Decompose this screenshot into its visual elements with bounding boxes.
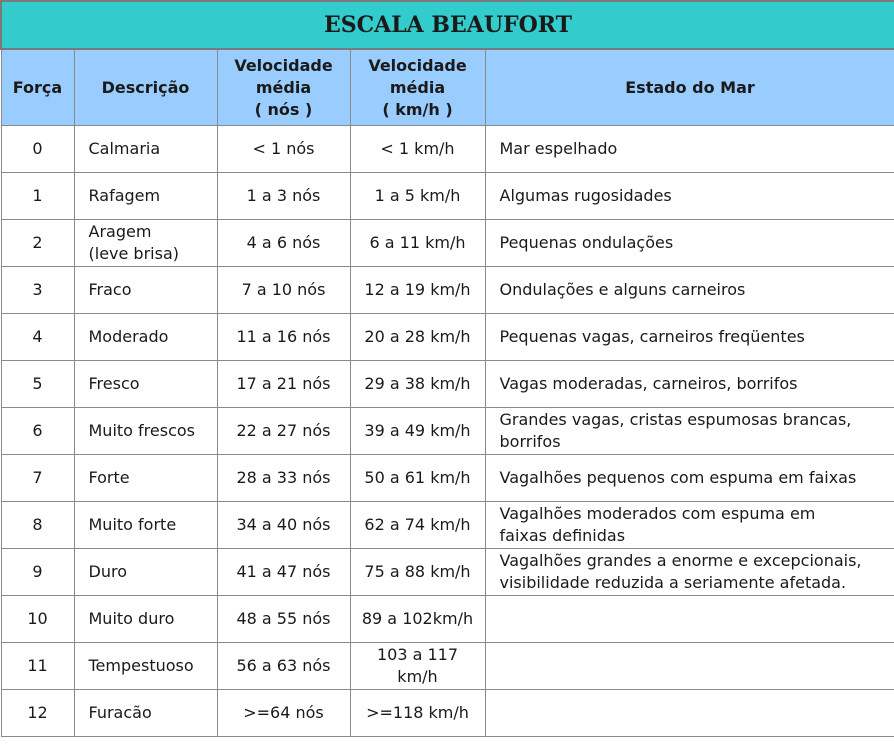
cell-velocidade-kmh (350, 126, 485, 173)
header-velocidade-kmh-line: ( km/h ) (382, 99, 453, 119)
cell-forca: 11 (1, 643, 74, 690)
cell-velocidade-nos: 4 a 6 nós (217, 220, 350, 267)
cell-velocidade-nos: >=64 nós (217, 690, 350, 737)
header-descricao: Descrição (74, 49, 217, 126)
cell-forca: 3 (1, 267, 74, 314)
cell-descricao-line: Fresco (88, 374, 140, 393)
cell-estado-do-mar-line: Mar espelhado (499, 139, 618, 158)
cell-velocidade-nos: 22 a 27 nós (217, 408, 350, 455)
cell-estado-do-mar (485, 173, 894, 220)
cell-forca: 10 (1, 596, 74, 643)
header-estado-do-mar: Estado do Mar (485, 49, 894, 126)
cell-descricao-line: Tempestuoso (88, 656, 194, 675)
table-row (1, 361, 894, 408)
cell-estado-do-mar-line: Pequenas ondulações (499, 233, 674, 252)
cell-velocidade-kmh (350, 502, 485, 549)
cell-descricao (74, 267, 217, 314)
cell-forca: 7 (1, 455, 74, 502)
cell-velocidade-nos: 48 a 55 nós (217, 596, 350, 643)
cell-descricao-line: Calmaria (88, 139, 161, 158)
cell-descricao-line: Muito forte (88, 515, 177, 534)
cell-estado-do-mar (485, 690, 894, 737)
cell-velocidade-kmh-line: 89 a 102km/h (361, 609, 474, 628)
table-row (1, 455, 894, 502)
cell-velocidade-nos: < 1 nós (217, 126, 350, 173)
cell-velocidade-kmh (350, 455, 485, 502)
table-row (1, 220, 894, 267)
cell-descricao-line: Rafagem (88, 186, 161, 205)
cell-velocidade-nos: 17 a 21 nós (217, 361, 350, 408)
cell-descricao (74, 502, 217, 549)
cell-velocidade-kmh-line: < 1 km/h (380, 139, 455, 158)
cell-velocidade-kmh (350, 220, 485, 267)
cell-descricao (74, 690, 217, 737)
cell-descricao (74, 455, 217, 502)
cell-estado-do-mar-line: Vagalhões grandes a enorme e excepcionais, (499, 551, 862, 570)
cell-estado-do-mar (485, 596, 894, 643)
header-velocidade-nos-line: Velocidade (234, 55, 333, 75)
cell-velocidade-nos: 11 a 16 nós (217, 314, 350, 361)
cell-velocidade-kmh-line: 62 a 74 km/h (364, 515, 471, 534)
cell-estado-do-mar (485, 549, 894, 596)
cell-forca: 4 (1, 314, 74, 361)
cell-velocidade-nos: 28 a 33 nós (217, 455, 350, 502)
cell-descricao (74, 361, 217, 408)
table-row (1, 643, 894, 690)
cell-estado-do-mar-line: Vagas moderadas, carneiros, borrifos (499, 374, 798, 393)
cell-forca: 5 (1, 361, 74, 408)
cell-velocidade-kmh-line: 50 a 61 km/h (364, 468, 471, 487)
cell-descricao (74, 314, 217, 361)
cell-descricao (74, 549, 217, 596)
cell-velocidade-kmh (350, 408, 485, 455)
header-velocidade-kmh (350, 49, 485, 126)
cell-estado-do-mar-line: Pequenas vagas, carneiros freqüentes (499, 327, 805, 346)
cell-estado-do-mar-line: Ondulações e alguns carneiros (499, 280, 746, 299)
cell-estado-do-mar (485, 455, 894, 502)
cell-forca: 12 (1, 690, 74, 737)
cell-descricao (74, 408, 217, 455)
table-row (1, 549, 894, 596)
cell-estado-do-mar (485, 267, 894, 314)
cell-estado-do-mar (485, 361, 894, 408)
table-row (1, 690, 894, 737)
cell-estado-do-mar (485, 643, 894, 690)
header-velocidade-kmh-line: Velocidade (368, 55, 467, 75)
cell-estado-do-mar-line: faixas definidas (499, 526, 626, 545)
cell-forca: 1 (1, 173, 74, 220)
cell-descricao-line: Forte (88, 468, 130, 487)
cell-descricao-line: Fraco (88, 280, 132, 299)
cell-descricao-line: Furacão (88, 703, 152, 722)
table-row (1, 596, 894, 643)
cell-velocidade-nos: 1 a 3 nós (217, 173, 350, 220)
cell-descricao-line: Aragem (88, 222, 152, 241)
header-velocidade-nos-line: ( nós ) (254, 99, 313, 119)
cell-estado-do-mar-line: Grandes vagas, cristas espumosas brancas, (499, 410, 852, 429)
table-title: ESCALA BEAUFORT (1, 1, 894, 49)
table-row (1, 314, 894, 361)
cell-descricao-line: Muito frescos (88, 421, 195, 440)
cell-estado-do-mar-line: Vagalhões moderados com espuma em (499, 504, 816, 523)
table-row (1, 502, 894, 549)
cell-velocidade-kmh (350, 596, 485, 643)
table-row (1, 408, 894, 455)
cell-descricao-line: (leve brisa) (88, 244, 179, 263)
cell-estado-do-mar (485, 408, 894, 455)
cell-estado-do-mar-line: visibilidade reduzida a seriamente afetada. (499, 573, 847, 592)
cell-velocidade-kmh-line: km/h (397, 667, 438, 686)
cell-forca: 0 (1, 126, 74, 173)
header-forca: Força (1, 49, 74, 126)
cell-velocidade-nos: 7 a 10 nós (217, 267, 350, 314)
cell-velocidade-kmh (350, 267, 485, 314)
cell-velocidade-kmh (350, 361, 485, 408)
cell-velocidade-kmh-line: 103 a 117 (376, 645, 459, 664)
cell-velocidade-kmh-line: 29 a 38 km/h (364, 374, 471, 393)
cell-velocidade-kmh (350, 173, 485, 220)
cell-velocidade-kmh (350, 690, 485, 737)
cell-estado-do-mar (485, 126, 894, 173)
cell-velocidade-kmh-line: 39 a 49 km/h (364, 421, 471, 440)
table-row (1, 126, 894, 173)
cell-estado-do-mar (485, 502, 894, 549)
cell-velocidade-kmh-line: 6 a 11 km/h (369, 233, 466, 252)
cell-estado-do-mar (485, 220, 894, 267)
cell-velocidade-kmh-line: 12 a 19 km/h (364, 280, 471, 299)
cell-descricao-line: Duro (88, 562, 127, 581)
header-velocidade-kmh-line: média (389, 77, 446, 97)
cell-descricao (74, 126, 217, 173)
table-row (1, 267, 894, 314)
table-row (1, 173, 894, 220)
cell-velocidade-kmh (350, 549, 485, 596)
cell-estado-do-mar-line: Algumas rugosidades (499, 186, 672, 205)
cell-descricao (74, 643, 217, 690)
header-velocidade-nos-line: média (255, 77, 312, 97)
cell-velocidade-nos: 56 a 63 nós (217, 643, 350, 690)
cell-velocidade-kmh (350, 643, 485, 690)
cell-descricao-line: Moderado (88, 327, 169, 346)
header-velocidade-nos (217, 49, 350, 126)
cell-forca: 2 (1, 220, 74, 267)
cell-velocidade-kmh-line: 20 a 28 km/h (364, 327, 471, 346)
cell-estado-do-mar-line: Vagalhões pequenos com espuma em faixas (499, 468, 857, 487)
cell-velocidade-kmh (350, 314, 485, 361)
cell-velocidade-nos: 34 a 40 nós (217, 502, 350, 549)
cell-descricao-line: Muito duro (88, 609, 175, 628)
cell-estado-do-mar (485, 314, 894, 361)
cell-estado-do-mar-line: borrifos (499, 432, 561, 451)
cell-descricao (74, 596, 217, 643)
cell-velocidade-nos: 41 a 47 nós (217, 549, 350, 596)
cell-velocidade-kmh-line: 75 a 88 km/h (364, 562, 471, 581)
cell-descricao (74, 220, 217, 267)
cell-forca: 6 (1, 408, 74, 455)
cell-velocidade-kmh-line: >=118 km/h (366, 703, 469, 722)
cell-forca: 8 (1, 502, 74, 549)
cell-velocidade-kmh-line: 1 a 5 km/h (374, 186, 461, 205)
cell-descricao (74, 173, 217, 220)
cell-forca: 9 (1, 549, 74, 596)
